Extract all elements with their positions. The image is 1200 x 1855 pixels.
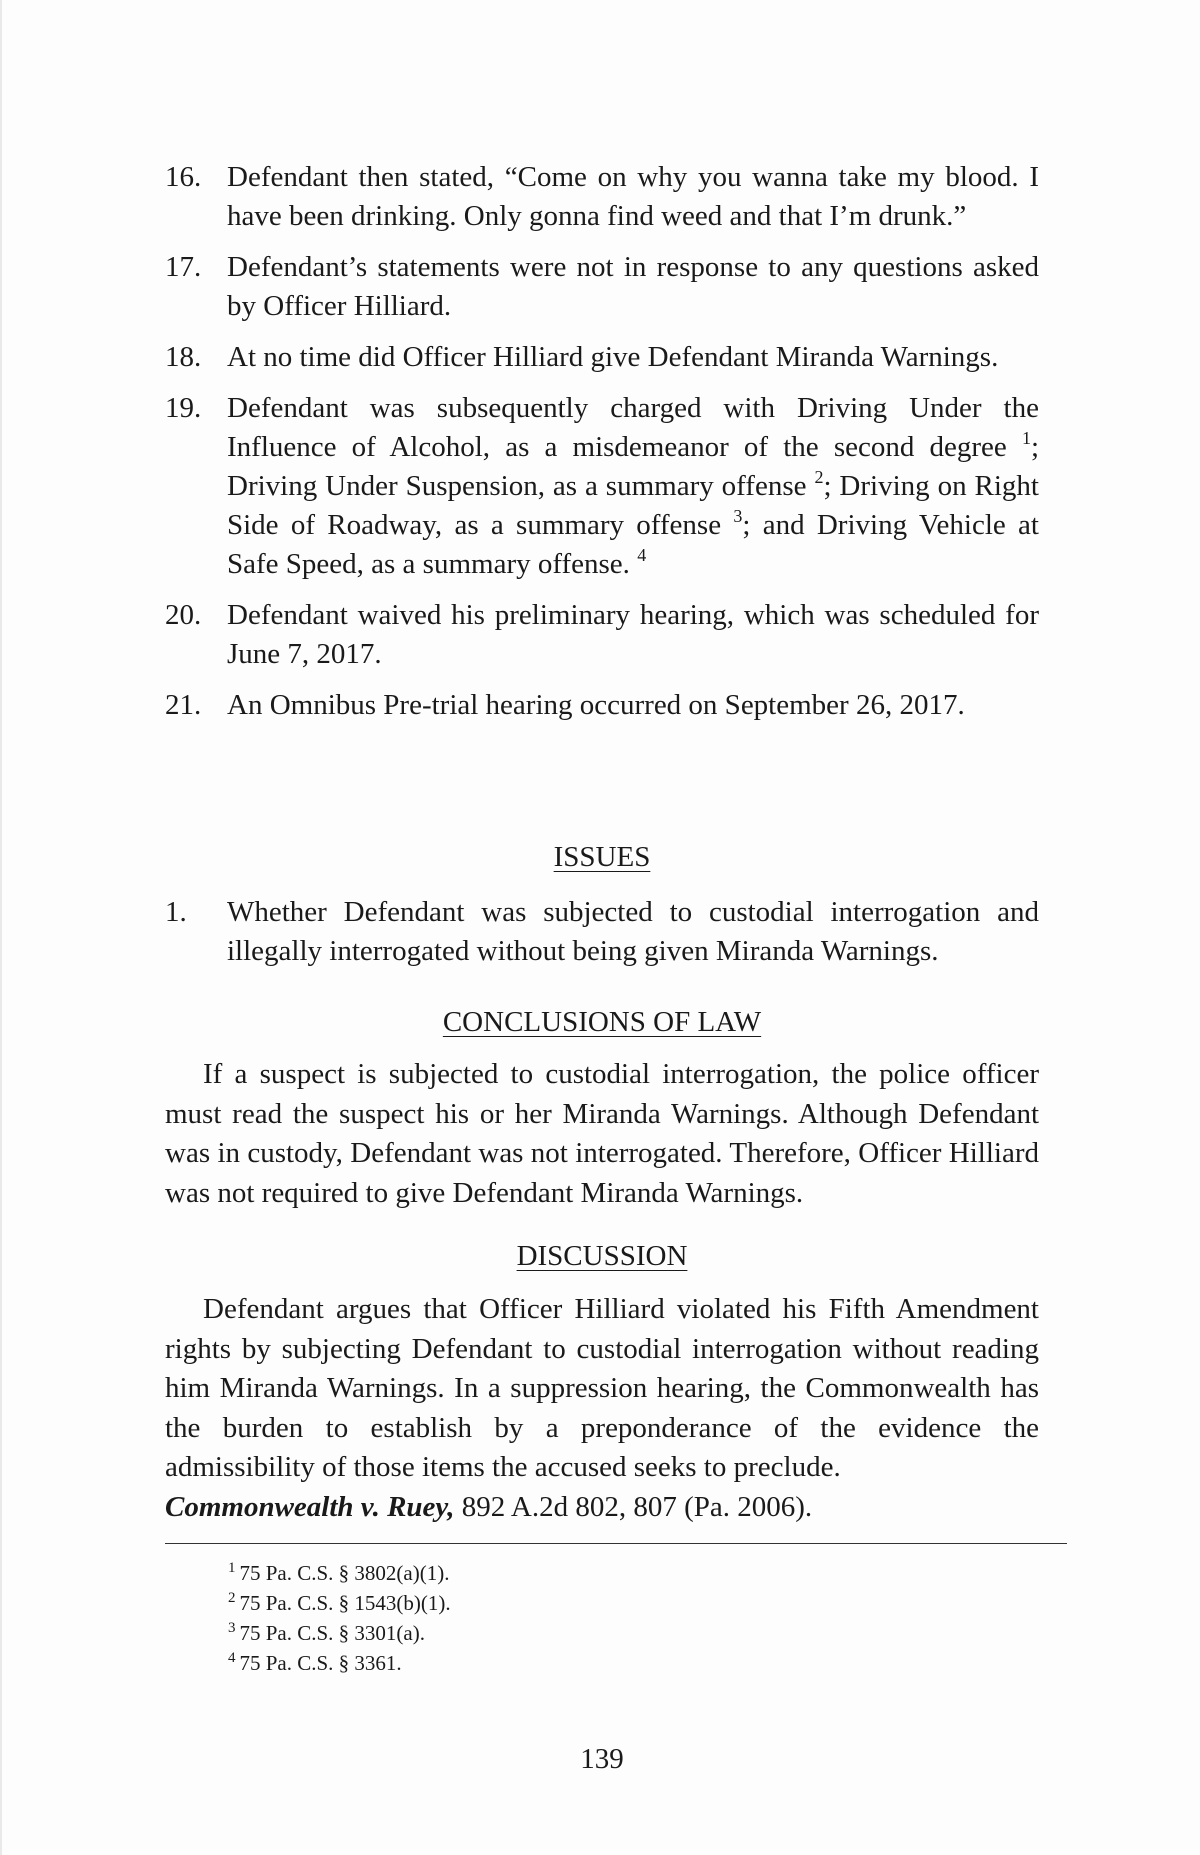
footnote-divider bbox=[165, 1543, 1067, 1544]
discussion-paragraph bbox=[165, 1290, 1039, 1527]
footnote-mark: 4 bbox=[228, 1650, 236, 1666]
item-number: 16. bbox=[165, 161, 202, 193]
footnote-text: 75 Pa. C.S. § 3301(a). bbox=[239, 1621, 425, 1645]
item-number: 19. bbox=[165, 392, 202, 424]
item-number: 17. bbox=[165, 251, 202, 283]
footnote-ref-2[interactable]: 2 bbox=[814, 467, 824, 487]
numbered-facts-list bbox=[165, 158, 1039, 737]
footnote-ref-4[interactable]: 4 bbox=[637, 545, 647, 565]
page-number: 139 bbox=[580, 1743, 624, 1775]
text-segment: ; and Driving Vehicle at Safe Speed, as a summary offense. bbox=[227, 509, 1039, 580]
footnote-text: 75 Pa. C.S. § 3802(a)(1). bbox=[239, 1561, 450, 1585]
item-number: 18. bbox=[165, 341, 202, 373]
issues-list bbox=[165, 893, 1039, 983]
footnote-text: 75 Pa. C.S. § 1543(b)(1). bbox=[239, 1591, 451, 1615]
item-text: An Omnibus Pre-trial hearing occurred on September 26, 2017. bbox=[227, 689, 965, 721]
footnote-mark: 1 bbox=[228, 1560, 236, 1576]
text-segment: ; Driving Under Suspension, as a summary offense bbox=[227, 431, 1039, 502]
footnote bbox=[228, 1618, 451, 1648]
footnote bbox=[228, 1558, 451, 1588]
item-text: Whether Defendant was subjected to custodial interrogation and illegally interrogated without being given Miranda Warnings. bbox=[227, 896, 1039, 967]
list-item bbox=[165, 686, 1039, 725]
case-name: Commonwealth v. Ruey, bbox=[165, 1490, 455, 1523]
footnote bbox=[228, 1648, 451, 1678]
issues-heading: ISSUES bbox=[553, 841, 651, 873]
item-number: 21. bbox=[165, 689, 202, 721]
list-item bbox=[165, 596, 1039, 674]
list-item bbox=[165, 893, 1039, 971]
text-segment: Defendant was subsequently charged with Driving Under the Influence of Alcohol, as a misdemeanor of the second degree bbox=[227, 392, 1039, 463]
text-segment: ; Driving on Right Side of Roadway, as a summary offense bbox=[227, 470, 1039, 541]
list-item bbox=[165, 248, 1039, 326]
footnote-mark: 2 bbox=[228, 1590, 236, 1606]
list-item bbox=[165, 389, 1039, 584]
item-text: Defendant then stated, “Come on why you wanna take my blood. I have been drinking. Only gonna find weed and that I’m drunk.” bbox=[227, 161, 1039, 232]
footnote-text: 75 Pa. C.S. § 3361. bbox=[239, 1651, 402, 1675]
item-number: 20. bbox=[165, 599, 202, 631]
conclusions-paragraph: If a suspect is subjected to custodial interrogation, the police officer must read the suspect his or her Miranda Warnings. Although Defendant was in custody, Defendant was not interrogated. Therefore, Officer Hilliard was not required to give Defendant Miranda Warnings. bbox=[165, 1058, 1039, 1209]
list-item bbox=[165, 158, 1039, 236]
conclusions-heading: CONCLUSIONS OF LAW bbox=[442, 1006, 762, 1038]
citation-line bbox=[165, 1488, 1039, 1528]
item-number: 1. bbox=[165, 896, 187, 928]
footnotes bbox=[228, 1558, 451, 1678]
discussion-heading: DISCUSSION bbox=[516, 1240, 688, 1272]
item-text: At no time did Officer Hilliard give Defendant Miranda Warnings. bbox=[227, 341, 999, 373]
footnote bbox=[228, 1588, 451, 1618]
discussion-text: Defendant argues that Officer Hilliard violated his Fifth Amendment rights by subjecting Defendant to custodial interrogation without reading him Miranda Warnings. In a suppression hearing, the Commonwealth has the burden to establish by a preponderance of the evidence the admissibility of those items the accused seeks to preclude. bbox=[165, 1293, 1039, 1483]
list-item bbox=[165, 338, 1039, 377]
item-text-with-footnotes bbox=[227, 389, 1039, 584]
item-text: Defendant waived his preliminary hearing, which was scheduled for June 7, 2017. bbox=[227, 599, 1039, 670]
footnote-mark: 3 bbox=[228, 1620, 236, 1636]
footnote-ref-3[interactable]: 3 bbox=[733, 506, 743, 526]
item-text: Defendant’s statements were not in response to any questions asked by Officer Hilliard. bbox=[227, 251, 1039, 322]
case-citation: 892 A.2d 802, 807 (Pa. 2006). bbox=[454, 1490, 813, 1523]
footnote-ref-1[interactable]: 1 bbox=[1021, 428, 1031, 448]
